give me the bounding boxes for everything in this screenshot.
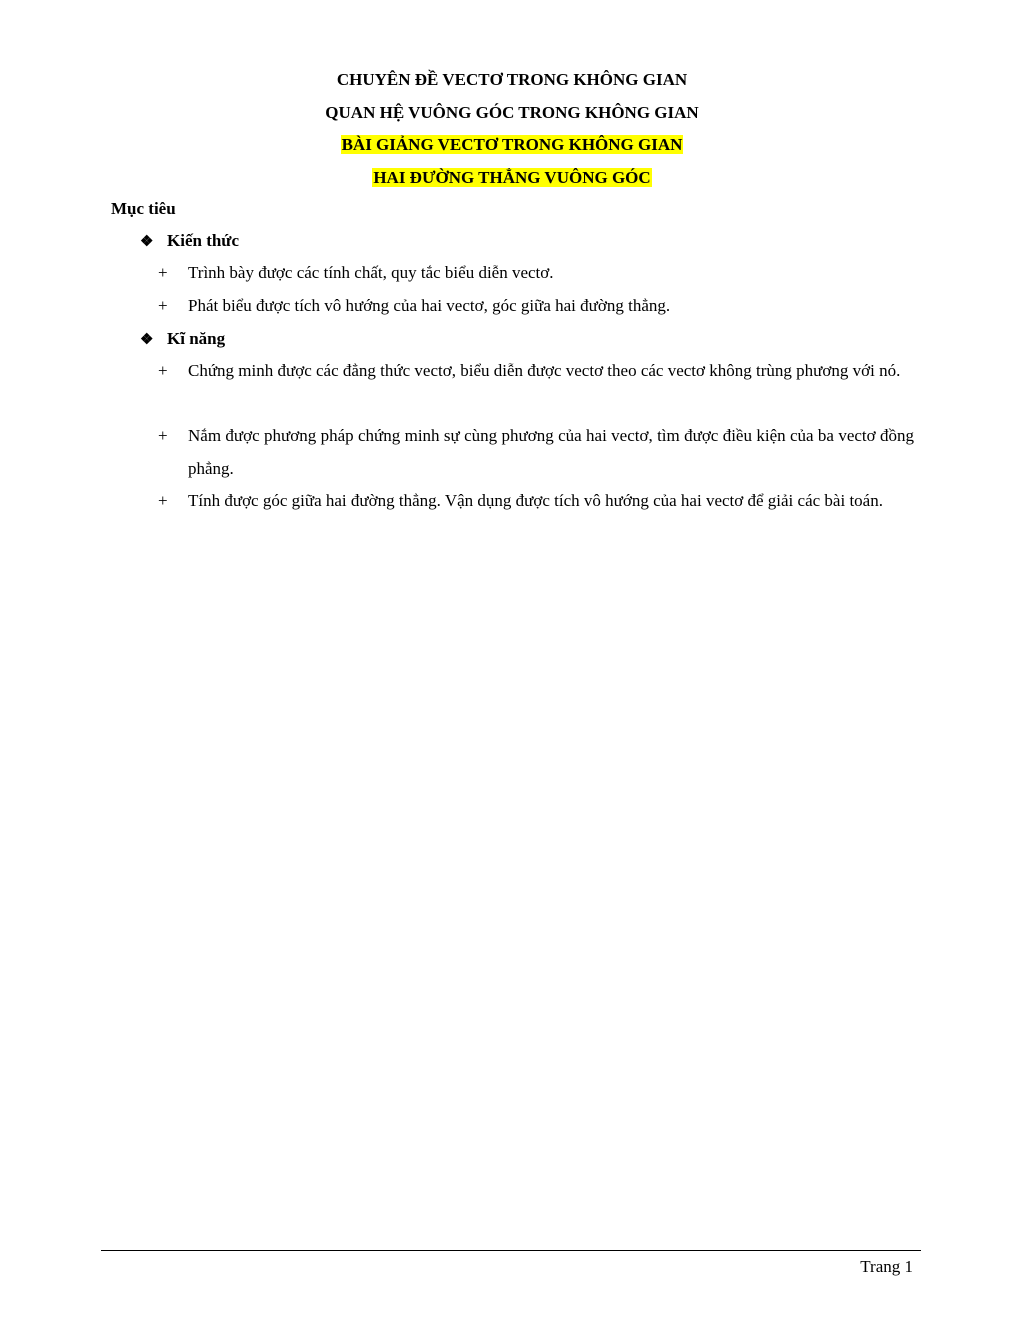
- chapter-title-text: QUAN HỆ VUÔNG GÓC TRONG KHÔNG GIAN: [325, 102, 699, 122]
- plus-bullet-icon: +: [158, 263, 168, 282]
- lesson-title: [0, 129, 1024, 162]
- skills-item-3-text: Tính được góc giữa hai đường thẳng. Vận dụng được tích vô hướng của hai vectơ để giải các bài toán.: [188, 491, 883, 510]
- knowledge-heading: [140, 227, 239, 256]
- skills-item-1: [158, 355, 914, 388]
- lesson-subtitle: [0, 162, 1024, 195]
- skills-item-2-text: Nắm được phương pháp chứng minh sự cùng phương của hai vectơ, tìm được điều kiện của ba vectơ đồng phẳng.: [188, 426, 914, 478]
- chapter-title: [0, 97, 1024, 130]
- topic-title-text: CHUYÊN ĐỀ VECTƠ TRONG KHÔNG GIAN: [336, 70, 688, 89]
- page-number: Trang 1: [860, 1257, 913, 1276]
- lesson-title-highlighted: BÀI GIẢNG VECTƠ TRONG KHÔNG GIAN: [341, 135, 683, 154]
- skills-item-1-text: Chứng minh được các đẳng thức vectơ, biểu diễn được vectơ theo các vectơ không trùng phương với nó.: [188, 361, 901, 380]
- knowledge-item-1-text: Trình bày được các tính chất, quy tắc biểu diễn vectơ.: [188, 263, 554, 282]
- plus-bullet-icon: +: [158, 426, 168, 445]
- objectives-heading: Mục tiêu: [111, 199, 176, 218]
- topic-title: [0, 64, 1024, 97]
- plus-bullet-icon: +: [158, 361, 168, 380]
- skills-item-3: [158, 485, 914, 518]
- skills-heading-text: Kĩ năng: [167, 329, 226, 348]
- plus-bullet-icon: +: [158, 491, 168, 510]
- skills-item-2: [158, 420, 914, 485]
- skills-heading: [140, 325, 225, 354]
- knowledge-item-2: [158, 290, 914, 323]
- diamond-bullet-icon: ❖: [140, 332, 154, 348]
- title-block: [0, 64, 1024, 194]
- knowledge-item-2-text: Phát biểu được tích vô hướng của hai vectơ, góc giữa hai đường thẳng.: [188, 296, 671, 315]
- knowledge-item-1: [158, 257, 914, 290]
- knowledge-heading-text: Kiến thức: [167, 231, 240, 250]
- plus-bullet-icon: +: [158, 296, 168, 315]
- diamond-bullet-icon: ❖: [140, 234, 154, 250]
- footer-divider: [101, 1250, 921, 1251]
- lesson-subtitle-highlighted: HAI ĐƯỜNG THẲNG VUÔNG GÓC: [373, 167, 651, 187]
